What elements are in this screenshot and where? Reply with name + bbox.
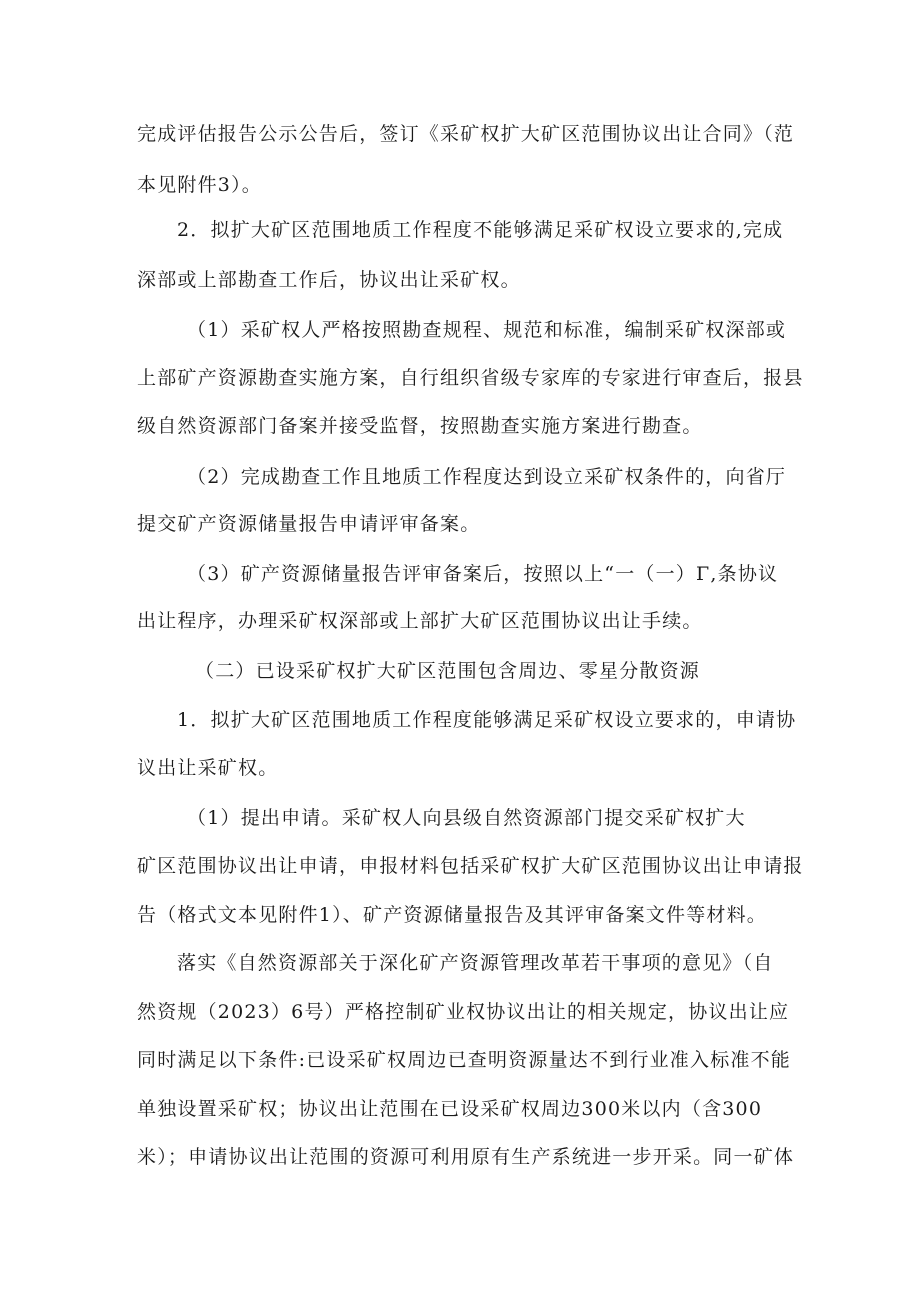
paragraph-line: 出让程序，办理采矿权深部或上部扩大矿区范围协议出让手续。 xyxy=(137,610,703,632)
paragraph-line: （1）提出申请。采矿权人向县级自然资源部门提交采矿权扩大 xyxy=(187,807,746,829)
paragraph-line: 然资规（2023）6号）严格控制矿业权协议出让的相关规定，协议出让应 xyxy=(137,1001,790,1023)
paragraph-line: 完成评估报告公示公告后，签订《采矿权扩大矿区范围协议出让合同》（范 xyxy=(137,123,795,145)
paragraph-line: （2）完成勘查工作且地质工作程度达到设立采矿权条件的，向省厅 xyxy=(187,466,787,488)
paragraph-line: 落实《自然资源部关于深化矿产资源管理改革若干事项的意见》（自 xyxy=(177,952,774,974)
paragraph-line: 单独设置采矿权；协议出让范围在已设采矿权周边300米以内（含300 xyxy=(137,1098,763,1120)
paragraph-line: 议出让采矿权。 xyxy=(137,757,279,779)
paragraph-line: 告（格式文本见附件1）、矿产资源储量报告及其评审备案文件等材料。 xyxy=(137,904,767,926)
paragraph-line: 1．拟扩大矿区范围地质工作程度能够满足采矿权设立要求的，申请协 xyxy=(177,709,797,731)
paragraph-line: 2．拟扩大矿区范围地质工作程度不能够满足采矿权设立要求的,完成 xyxy=(177,219,784,241)
paragraph-line: 矿区范围协议出让申请，申报材料包括采矿权扩大矿区范围协议出让申请报 xyxy=(137,855,804,877)
paragraph-line: （3）矿产资源储量报告评审备案后，按照以上“一（一）Γ,条协议 xyxy=(187,563,779,585)
paragraph-line: 米）；申请协议出让范围的资源可利用原有生产系统进一步开采。同一矿体 xyxy=(137,1146,795,1168)
paragraph-line: 深部或上部勘查工作后，协议出让采矿权。 xyxy=(137,269,521,291)
paragraph-line: 级自然资源部门备案并接受监督，按照勘查实施方案进行勘查。 xyxy=(137,415,703,437)
paragraph-line: 提交矿产资源储量报告申请评审备案。 xyxy=(137,513,481,535)
paragraph-line: 本见附件3）。 xyxy=(137,174,262,196)
paragraph-line: 上部矿产资源勘查实施方案，自行组织省级专家库的专家进行审查后，报县 xyxy=(137,367,804,389)
paragraph-line: 同时满足以下条件:已设采矿权周边已查明资源量达不到行业准入标准不能 xyxy=(137,1049,792,1071)
section-heading: （二）已设采矿权扩大矿区范围包含周边、零星分散资源 xyxy=(195,660,701,682)
paragraph-line: （1）采矿权人严格按照勘查规程、规范和标准，编制采矿权深部或 xyxy=(187,319,787,341)
